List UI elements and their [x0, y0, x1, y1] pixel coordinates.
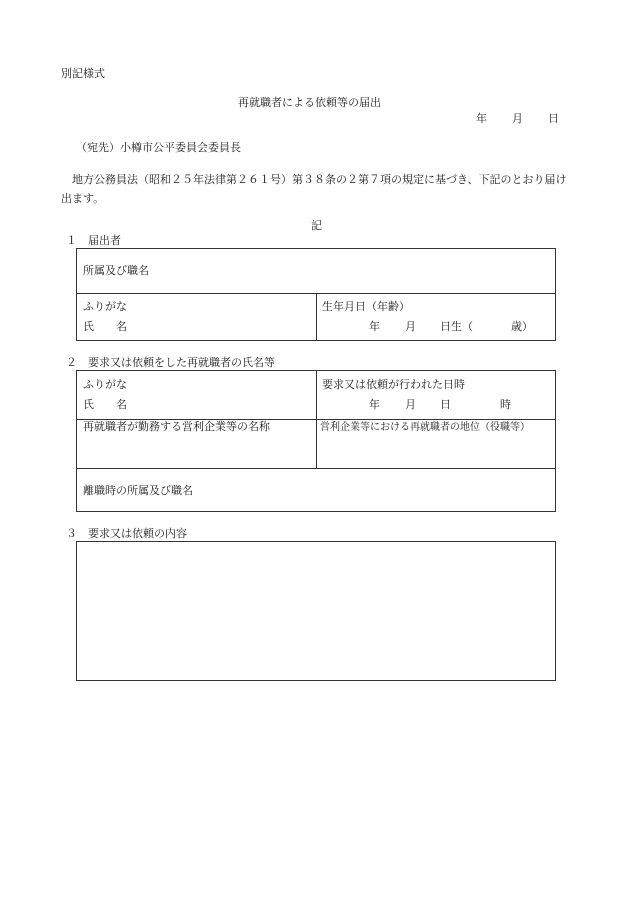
birth-day: 日生（	[440, 320, 473, 333]
body-paragraph: 地方公務員法（昭和２５年法律第２６１号）第３８条の２第７項の規定に基づき、下記のとおり届け出ます。	[61, 173, 567, 205]
birth-year: 年	[369, 320, 380, 333]
request-datetime-label: 要求又は依頼が行われた日時	[322, 378, 465, 391]
addressee: （宛先）小樽市公平委員会委員長	[76, 141, 241, 154]
date-month-label: 月	[512, 112, 523, 125]
company-label: 再就職者が勤務する営利企業等の名称	[83, 420, 270, 433]
position-label: 営利企業等における再就職者の地位（役職等）	[320, 422, 530, 433]
form-label: 別記様式	[61, 67, 105, 80]
person-name-label: 氏 名	[83, 398, 127, 411]
birth-label: 生年月日（年齢）	[322, 300, 410, 313]
section2-heading: ２ 要求又は依頼をした再就職者の氏名等	[66, 356, 275, 369]
dt-month: 月	[405, 398, 416, 411]
furigana-label: ふりがな	[83, 300, 127, 313]
ki-label: 記	[311, 219, 322, 232]
name-label: 氏 名	[83, 320, 127, 333]
section1-heading: １ 届出者	[66, 234, 121, 247]
dt-day: 日	[440, 398, 451, 411]
birth-month: 月	[405, 320, 416, 333]
retirement-affiliation-label: 離職時の所属及び職名	[83, 484, 193, 497]
date-year-label: 年	[476, 112, 487, 125]
date-day-label: 日	[548, 112, 559, 125]
dt-year: 年	[369, 398, 380, 411]
section1-table	[76, 248, 556, 341]
affiliation-label: 所属及び職名	[83, 264, 149, 277]
birth-age: 歳）	[511, 320, 533, 333]
person-furigana-label: ふりがな	[83, 378, 127, 391]
section3-heading: ３ 要求又は依頼の内容	[66, 527, 187, 540]
dt-hour: 時	[500, 398, 511, 411]
document-title: 再就職者による依頼等の届出	[238, 96, 381, 109]
request-content-box	[76, 541, 556, 681]
